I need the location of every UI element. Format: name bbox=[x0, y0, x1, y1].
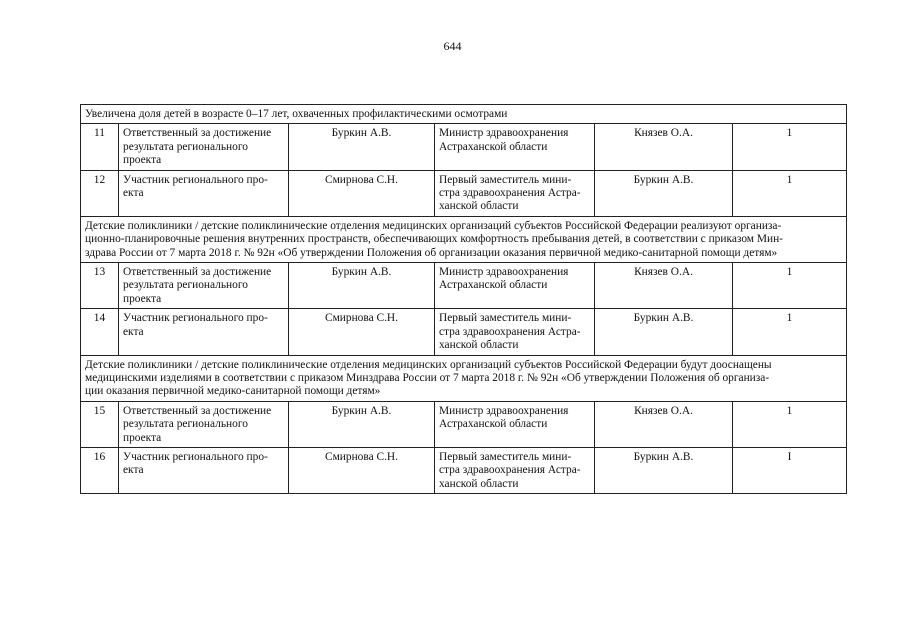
position-cell: Министр здравоохранения Астраханской области bbox=[435, 124, 595, 170]
table-row bbox=[81, 401, 847, 447]
row-number-cell: 15 bbox=[81, 401, 119, 447]
supervisor-cell: Буркин А.В. bbox=[595, 447, 733, 493]
section-title: Детские поликлиники / детские поликлинические отделения медицинских организаций субъектов Российской Федерации реализуют организа- ционно-планировочные решения внутренних пространств, обеспечивающих комфортность пребывания детей, в соответствии с приказом Мин- здрава России от 7 марта 2018 г. № 92н «Об утверждении Положения об организации оказания первичной медико-санитарной помощи детям» bbox=[81, 216, 847, 262]
person-cell: Буркин А.В. bbox=[289, 401, 435, 447]
section-row bbox=[81, 355, 847, 401]
page-number: 644 bbox=[443, 39, 462, 53]
supervisor-cell: Князев О.А. bbox=[595, 124, 733, 170]
role-cell: Ответственный за достижение результата регионального проекта bbox=[119, 263, 289, 309]
position-cell: Первый заместитель мини- стра здравоохранения Астра- ханской области bbox=[435, 170, 595, 216]
table-row bbox=[81, 263, 847, 309]
person-cell: Смирнова С.Н. bbox=[289, 309, 435, 355]
role-cell: Участник регионального про- екта bbox=[119, 447, 289, 493]
position-cell: Первый заместитель мини- стра здравоохранения Астра- ханской области bbox=[435, 309, 595, 355]
position-cell: Министр здравоохранения Астраханской области bbox=[435, 401, 595, 447]
position-cell: Первый заместитель мини- стра здравоохранения Астра- ханской области bbox=[435, 447, 595, 493]
position-cell: Министр здравоохранения Астраханской области bbox=[435, 263, 595, 309]
supervisor-cell: Князев О.А. bbox=[595, 263, 733, 309]
section-title: Увеличена доля детей в возрасте 0–17 лет, охваченных профилактическими осмотрами bbox=[81, 105, 847, 124]
row-number-cell: 14 bbox=[81, 309, 119, 355]
supervisor-cell: Буркин А.В. bbox=[595, 309, 733, 355]
supervisor-cell: Князев О.А. bbox=[595, 401, 733, 447]
section-title: Детские поликлиники / детские поликлинические отделения медицинских организаций субъектов Российской Федерации будут дооснащены медицинскими изделиями в соответствии с приказом Минздрава России от 7 марта 2018 г. № 92н «Об утверждении Положения об организа- ции оказания первичной медико-санитарной помощи детям» bbox=[81, 355, 847, 401]
employment-cell: I bbox=[733, 447, 847, 493]
responsibility-table bbox=[80, 104, 847, 494]
row-number-cell: 16 bbox=[81, 447, 119, 493]
employment-cell: 1 bbox=[733, 124, 847, 170]
role-cell: Ответственный за достижение результата регионального проекта bbox=[119, 401, 289, 447]
role-cell: Участник регионального про- екта bbox=[119, 170, 289, 216]
employment-cell: 1 bbox=[733, 170, 847, 216]
person-cell: Смирнова С.Н. bbox=[289, 447, 435, 493]
role-cell: Ответственный за достижение результата регионального проекта bbox=[119, 124, 289, 170]
table-row bbox=[81, 170, 847, 216]
row-number-cell: 13 bbox=[81, 263, 119, 309]
row-number-cell: 12 bbox=[81, 170, 119, 216]
section-row bbox=[81, 105, 847, 124]
employment-cell: 1 bbox=[733, 263, 847, 309]
employment-cell: 1 bbox=[733, 309, 847, 355]
person-cell: Смирнова С.Н. bbox=[289, 170, 435, 216]
person-cell: Буркин А.В. bbox=[289, 124, 435, 170]
person-cell: Буркин А.В. bbox=[289, 263, 435, 309]
supervisor-cell: Буркин А.В. bbox=[595, 170, 733, 216]
section-row bbox=[81, 216, 847, 262]
role-cell: Участник регионального про- екта bbox=[119, 309, 289, 355]
employment-cell: 1 bbox=[733, 401, 847, 447]
table-row bbox=[81, 447, 847, 493]
table-row bbox=[81, 124, 847, 170]
row-number-cell: 11 bbox=[81, 124, 119, 170]
table-row bbox=[81, 309, 847, 355]
